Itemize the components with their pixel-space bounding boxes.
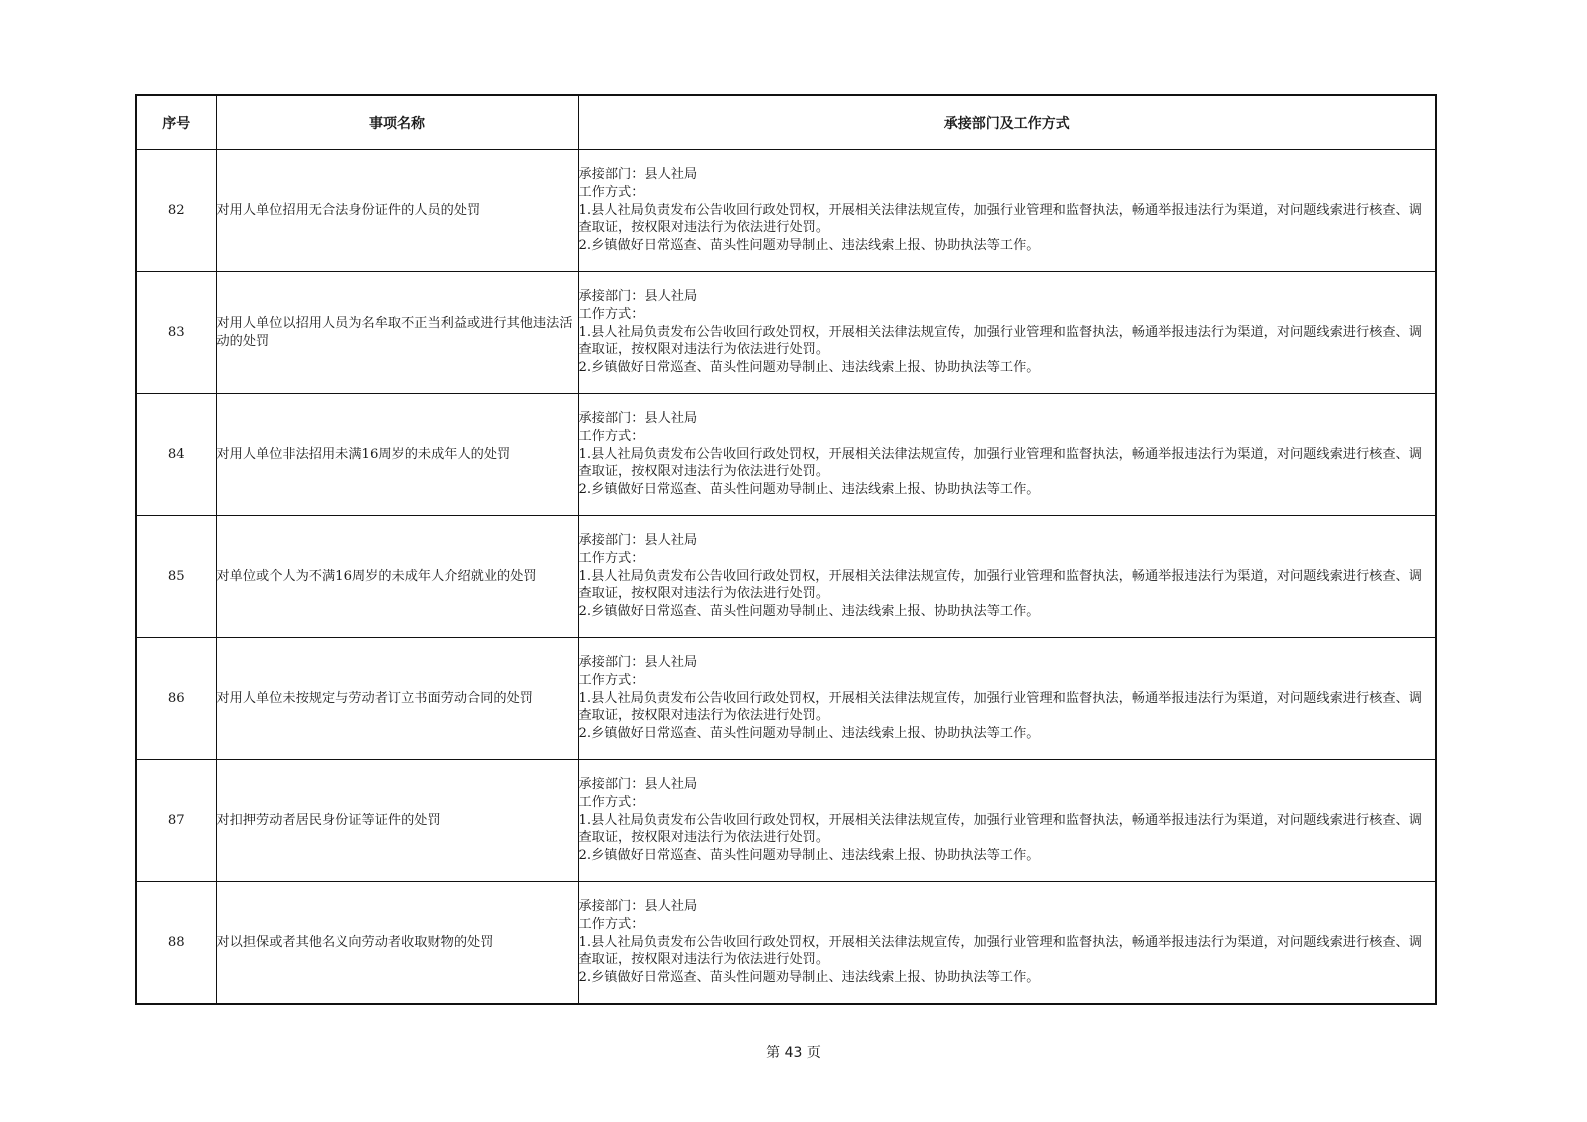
row-seq: 88 — [136, 882, 216, 1005]
row-item-name: 对用人单位以招用人员为名牟取不正当利益或进行其他违法活动的处罚 — [216, 272, 578, 394]
row-item-name: 对用人单位非法招用未满16周岁的未成年人的处罚 — [216, 394, 578, 516]
dept-line: 承接部门：县人社局 — [578, 411, 698, 426]
header-item-name: 事项名称 — [216, 95, 578, 150]
mode-label: 工作方式： — [578, 916, 645, 932]
table-row — [136, 516, 1436, 638]
step-1-text: 1.县人社局负责发布公告收回行政处罚权，开展相关法律法规宣传，加强行业管理和监督执法，畅通举报违法行为渠道，对问题线索进行核查、调查取证，按权限对违法行为依法进行处罚。 — [578, 446, 1422, 480]
mode-label: 工作方式： — [578, 184, 645, 200]
step-2-text: 2.乡镇做好日常巡查、苗头性问题劝导制止、违法线索上报、协助执法等工作。 — [578, 604, 1040, 620]
table-body — [136, 150, 1436, 1005]
row-detail — [578, 760, 1436, 882]
dept-line: 承接部门：县人社局 — [578, 167, 698, 182]
step-1-text: 1.县人社局负责发布公告收回行政处罚权，开展相关法律法规宣传，加强行业管理和监督执法，畅通举报违法行为渠道，对问题线索进行核查、调查取证，按权限对违法行为依法进行处罚。 — [578, 812, 1422, 846]
row-seq: 82 — [136, 150, 216, 272]
step-1-text: 1.县人社局负责发布公告收回行政处罚权，开展相关法律法规宣传，加强行业管理和监督执法，畅通举报违法行为渠道，对问题线索进行核查、调查取证，按权限对违法行为依法进行处罚。 — [578, 568, 1422, 602]
step-1-text: 1.县人社局负责发布公告收回行政处罚权，开展相关法律法规宣传，加强行业管理和监督执法，畅通举报违法行为渠道，对问题线索进行核查、调查取证，按权限对违法行为依法进行处罚。 — [578, 690, 1422, 724]
row-item-name: 对用人单位未按规定与劳动者订立书面劳动合同的处罚 — [216, 638, 578, 760]
step-1-text: 1.县人社局负责发布公告收回行政处罚权，开展相关法律法规宣传，加强行业管理和监督执法，畅通举报违法行为渠道，对问题线索进行核查、调查取证，按权限对违法行为依法进行处罚。 — [578, 934, 1422, 968]
step-2-text: 2.乡镇做好日常巡查、苗头性问题劝导制止、违法线索上报、协助执法等工作。 — [578, 726, 1040, 742]
mode-label: 工作方式： — [578, 672, 645, 688]
step-2-text: 2.乡镇做好日常巡查、苗头性问题劝导制止、违法线索上报、协助执法等工作。 — [578, 482, 1040, 498]
row-seq: 84 — [136, 394, 216, 516]
table-row — [136, 760, 1436, 882]
dept-line: 承接部门：县人社局 — [578, 655, 698, 670]
row-detail — [578, 882, 1436, 1005]
table-row — [136, 150, 1436, 272]
table-row — [136, 882, 1436, 1005]
row-detail — [578, 394, 1436, 516]
items-table — [135, 94, 1437, 1005]
row-item-name: 对以担保或者其他名义向劳动者收取财物的处罚 — [216, 882, 578, 1005]
dept-line: 承接部门：县人社局 — [578, 777, 698, 792]
row-detail — [578, 516, 1436, 638]
step-2-text: 2.乡镇做好日常巡查、苗头性问题劝导制止、违法线索上报、协助执法等工作。 — [578, 238, 1040, 254]
dept-line: 承接部门：县人社局 — [578, 289, 698, 304]
row-item-name: 对扣押劳动者居民身份证等证件的处罚 — [216, 760, 578, 882]
table-row — [136, 638, 1436, 760]
dept-line: 承接部门：县人社局 — [578, 899, 698, 914]
step-2-text: 2.乡镇做好日常巡查、苗头性问题劝导制止、违法线索上报、协助执法等工作。 — [578, 360, 1040, 376]
mode-label: 工作方式： — [578, 428, 645, 444]
row-item-name: 对单位或个人为不满16周岁的未成年人介绍就业的处罚 — [216, 516, 578, 638]
row-detail — [578, 272, 1436, 394]
dept-line: 承接部门：县人社局 — [578, 533, 698, 548]
step-2-text: 2.乡镇做好日常巡查、苗头性问题劝导制止、违法线索上报、协助执法等工作。 — [578, 848, 1040, 864]
header-row — [136, 95, 1436, 150]
row-detail — [578, 638, 1436, 760]
row-seq: 83 — [136, 272, 216, 394]
header-seq: 序号 — [136, 95, 216, 150]
row-item-name: 对用人单位招用无合法身份证件的人员的处罚 — [216, 150, 578, 272]
mode-label: 工作方式： — [578, 306, 645, 322]
step-1-text: 1.县人社局负责发布公告收回行政处罚权，开展相关法律法规宣传，加强行业管理和监督执法，畅通举报违法行为渠道，对问题线索进行核查、调查取证，按权限对违法行为依法进行处罚。 — [578, 202, 1422, 236]
step-2-text: 2.乡镇做好日常巡查、苗头性问题劝导制止、违法线索上报、协助执法等工作。 — [578, 970, 1040, 986]
row-seq: 86 — [136, 638, 216, 760]
mode-label: 工作方式： — [578, 550, 645, 566]
step-1-text: 1.县人社局负责发布公告收回行政处罚权，开展相关法律法规宣传，加强行业管理和监督执法，畅通举报违法行为渠道，对问题线索进行核查、调查取证，按权限对违法行为依法进行处罚。 — [578, 324, 1422, 358]
table-row — [136, 394, 1436, 516]
row-seq: 87 — [136, 760, 216, 882]
mode-label: 工作方式： — [578, 794, 645, 810]
header-dept-and-mode: 承接部门及工作方式 — [578, 95, 1436, 150]
page-number: 第 43 页 — [766, 1045, 821, 1061]
table-row — [136, 272, 1436, 394]
row-seq: 85 — [136, 516, 216, 638]
row-detail — [578, 150, 1436, 272]
